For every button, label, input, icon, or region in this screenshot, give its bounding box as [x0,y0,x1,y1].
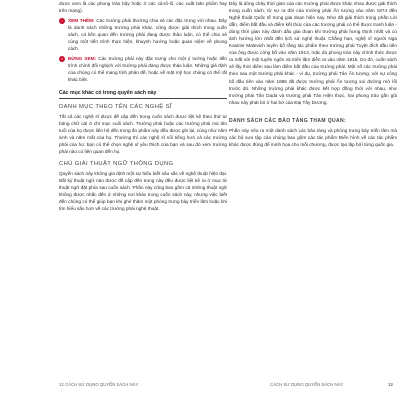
artists-text: Tất cả các nghệ sĩ được đề cập đến trong cuốn sách được liệt kê theo thứ tự bảng chữ cái ở chỉ mục cuối sách. Trường phái hoặc các trường phái mà tên tuổi của họ được liên hệ đến trong ấn phẩm này đều được ghi lại, cùng như năm sinh và năm mất của họ. Thường thì các nghệ sĩ nổi tiếng hơn cả các trường phái của họ: bạn có thể chọn nghệ sĩ yêu thích của bạn và sau đó xem trường phái nào có liên quan đến họ. [59,113,228,155]
see-also-entry [59,17,227,52]
section-title: Các mục khác có trong quyển sách này [59,90,227,99]
timeline-paragraph: Đây là dòng chảy thời gian của các trường phái được khác nhau được giải thích trong cuốn sách, từ sự ra đời của trường phái Ấn tượng vào năm 1874 đến Nghệ thuật Quốc tế trong giai đoạn hiện nay. Như đã giải thích trong phần Lời dẫn, điểm bắt đầu và điểm kết thúc của các trường phái có thể được tranh luận - dòng thời gian này đánh dấu giai đoạn khi trường phái hưng thịnh nhất và có ảnh hưởng lớn nhất đến lịch sử nghệ thuật. Chẳng hạn, nghệ sĩ người Nga Kasimir Malevich tuyên bố rằng tác phẩm theo trường phái Tuyệt đích đầu tiên của ông được công bố vào năm 1913, mặc dù phong trào này chính thức được ra mắt với một tuyên ngôn và triển lãm diễn ra vào năm 1915. Do đó, cuốn sách sẽ lấy thời điểm sau làm điểm bắt đầu của trường phái. Một số các trường phái theo sau một trường phái khác - ví dụ, trường phái Tân Ấn tượng, với sự công bố đầu tiên vào năm 1886 đã được trường phái Ấn tượng soi đường mở lối trước đó. Những trường phái khác được kết hợp đồng thời với nhau, như trường phái Tân Dada và trường phái Tân Hiện thực, hai phong trào gần gũi nhau này phát bỏ ở hai bờ của Đại Tây Dương. [229,1,397,105]
left-footer: 12 CÁCH SỬ DỤNG QUYỂN SÁCH NÀY [59,382,139,387]
glossary-heading: CHÚ GIẢI THUẬT NGỮ THÔNG DỤNG [59,161,174,168]
museums-heading: DANH SÁCH CÁC BẢO TÀNG THAM QUAN: [229,117,347,124]
right-page-number: 13 [388,382,393,387]
left-page [59,0,227,212]
see-also-text: Các trường phái thường chia sẻ các đặc trưng với nhau. Đây là danh sách những trường phái khác, cũng được giải thích trong cuốn sách, có liên quan đến trường phái đang được thảo luận, có thể chia sẻ cùng một tiến trình thực hiện, khuynh hướng hoặc quan niệm về phong cách. [68,18,227,52]
do-not-see-text: Các trường phái này đặc trưng cho một ý tưởng hoặc tiến trình chính đối nghịch với trường phái đang được thảo luận. Những giá định của chúng có thể mang tính phản đề, hoặc về mặt mỹ học chúng có thể rất khác biệt. [68,56,227,83]
artists-heading: DANH MỤC THEO TÊN CÁC NGHỆ SĨ [59,103,172,110]
do-not-see-label: ĐỪNG XEM: [68,56,97,62]
see-also-label: XEM THÊM: [68,18,95,24]
arrow-right-icon: › [59,18,65,24]
intro-tail: được xem là các phong trào bậy hoặc ở các cá-tô-lô, các xuất bản phẩm hay trên mạng). [59,1,227,14]
glossary-text: Quyển sách này không gia định một sự hiểu biết sâu sắc về nghệ thuật hiện đại. Bất kỳ thuật ngữ nào được đề cập đến trong này đều được liệt kê ra ở mục từ thuật ngữ đặt phía sau cuốn sách. Phần này cũng bao gồm cả những thuật ngữ không được nhắc đến ở những nơi khác trong cuốn sách này, nhưng việc biết đến chúng có thể giúp bạn khi ghé thăm một phòng trưng bày triển lãm hoặc khi tìm hiểu sâu hơn về các trường phái nghệ thuật. [59,171,227,212]
cross-icon: × [60,55,64,61]
right-page [229,0,397,148]
do-not-see-entry [59,55,227,83]
right-footer-text: CÁCH SỬ DỤNG QUYỂN SÁCH NÀY [270,382,344,387]
museums-text: Phần này nêu ra một danh sách các bảo tàng và phòng trưng bày triển lãm mà các bộ sưu tập của chúng bao gồm các tác phẩm Điển hình về các tác phẩm khác được đúng để minh họa cho mỗi chương, được tạo lập bởi từng quốc gia. [229,127,397,147]
